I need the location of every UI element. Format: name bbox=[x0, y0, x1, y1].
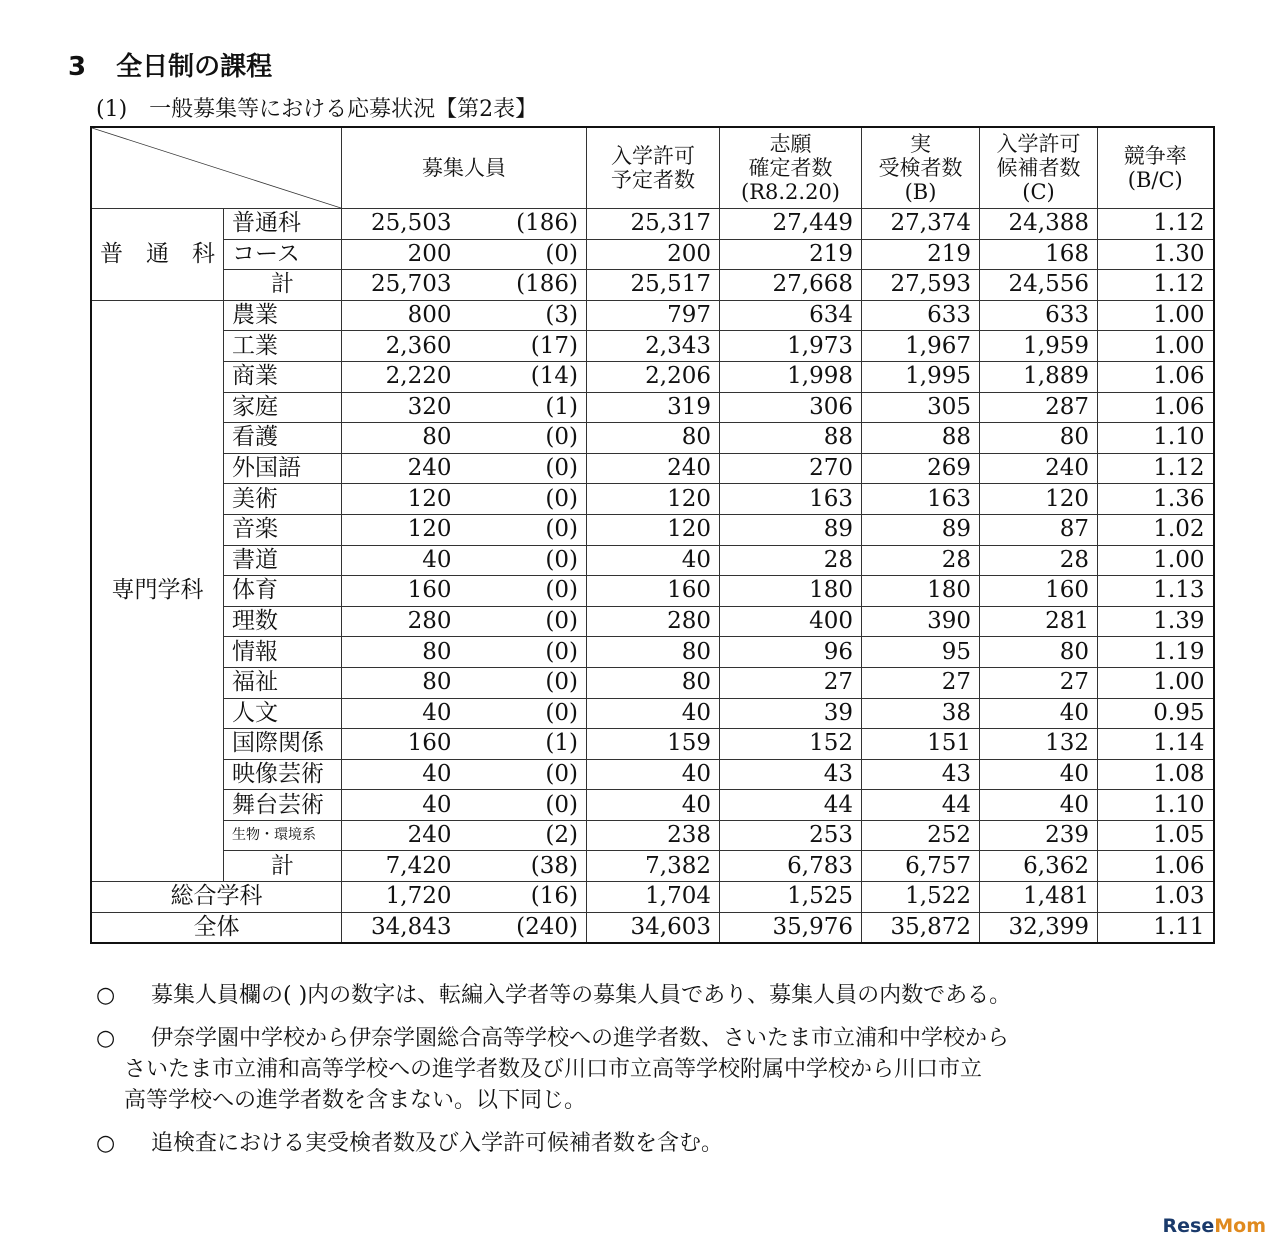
subject-label: 農業 bbox=[224, 300, 342, 331]
ratio-value: 1.13 bbox=[1098, 576, 1214, 607]
recruit-value: 25,503 bbox=[342, 209, 460, 240]
candidates-value: 6,362 bbox=[980, 851, 1098, 882]
applicants-value: 253 bbox=[720, 820, 862, 851]
transfer-recruit-value: (0) bbox=[460, 514, 587, 545]
recruit-value: 2,360 bbox=[342, 331, 460, 362]
subject-label: 書道 bbox=[224, 545, 342, 576]
recruit-value: 80 bbox=[342, 667, 460, 698]
applicants-value: 180 bbox=[720, 576, 862, 607]
examinees-value: 1,995 bbox=[862, 361, 980, 392]
applicants-value: 88 bbox=[720, 423, 862, 454]
planned-value: 40 bbox=[587, 790, 720, 821]
candidates-value: 239 bbox=[980, 820, 1098, 851]
planned-value: 25,317 bbox=[587, 209, 720, 240]
planned-value: 238 bbox=[587, 820, 720, 851]
applicants-value: 39 bbox=[720, 698, 862, 729]
ratio-value: 1.02 bbox=[1098, 514, 1214, 545]
group-label: 普 通 科 bbox=[91, 209, 224, 301]
examinees-value: 27,593 bbox=[862, 270, 980, 301]
table-row bbox=[91, 637, 1214, 668]
planned-value: 1,704 bbox=[587, 882, 720, 913]
candidates-value: 633 bbox=[980, 300, 1098, 331]
recruit-value: 320 bbox=[342, 392, 460, 423]
planned-value: 2,206 bbox=[587, 361, 720, 392]
notes bbox=[96, 980, 1206, 1171]
table-row bbox=[91, 698, 1214, 729]
transfer-recruit-value: (0) bbox=[460, 239, 587, 270]
examinees-value: 95 bbox=[862, 637, 980, 668]
candidates-value: 24,556 bbox=[980, 270, 1098, 301]
subject-label: 音楽 bbox=[224, 514, 342, 545]
applicants-value: 1,973 bbox=[720, 331, 862, 362]
planned-value: 80 bbox=[587, 667, 720, 698]
candidates-value: 120 bbox=[980, 484, 1098, 515]
ratio-value: 1.03 bbox=[1098, 882, 1214, 913]
ratio-value: 1.36 bbox=[1098, 484, 1214, 515]
ratio-value: 1.00 bbox=[1098, 300, 1214, 331]
ratio-value: 1.14 bbox=[1098, 729, 1214, 760]
examinees-value: 27 bbox=[862, 667, 980, 698]
header-ratio: 競争率 (B/C) bbox=[1098, 127, 1214, 209]
applicants-value: 27,449 bbox=[720, 209, 862, 240]
applicants-value: 27 bbox=[720, 667, 862, 698]
subject-label: 普通科 bbox=[224, 209, 342, 240]
table-row bbox=[91, 790, 1214, 821]
applicants-value: 43 bbox=[720, 759, 862, 790]
header-candidates: 入学許可 候補者数 (C) bbox=[980, 127, 1098, 209]
subject-label: 体育 bbox=[224, 576, 342, 607]
table-row bbox=[91, 576, 1214, 607]
examinees-value: 28 bbox=[862, 545, 980, 576]
candidates-value: 80 bbox=[980, 423, 1098, 454]
recruit-value: 240 bbox=[342, 820, 460, 851]
transfer-recruit-value: (17) bbox=[460, 331, 587, 362]
recruit-value: 120 bbox=[342, 514, 460, 545]
candidates-value: 240 bbox=[980, 453, 1098, 484]
table-row bbox=[91, 851, 1214, 882]
transfer-recruit-value: (240) bbox=[460, 912, 587, 943]
table-row bbox=[91, 209, 1214, 240]
examinees-value: 163 bbox=[862, 484, 980, 515]
transfer-recruit-value: (186) bbox=[460, 270, 587, 301]
subsection-heading: (1) 一般募集等における応募状況【第2表】 bbox=[96, 97, 538, 122]
table-row bbox=[91, 667, 1214, 698]
ratio-value: 1.12 bbox=[1098, 209, 1214, 240]
subject-label: 国際関係 bbox=[224, 729, 342, 760]
transfer-recruit-value: (16) bbox=[460, 882, 587, 913]
table-row bbox=[91, 270, 1214, 301]
candidates-value: 27 bbox=[980, 667, 1098, 698]
planned-value: 25,517 bbox=[587, 270, 720, 301]
recruit-value: 280 bbox=[342, 606, 460, 637]
header-planned: 入学許可 予定者数 bbox=[587, 127, 720, 209]
header-row bbox=[91, 127, 1214, 209]
ratio-value: 1.10 bbox=[1098, 790, 1214, 821]
ratio-value: 1.12 bbox=[1098, 270, 1214, 301]
table-row bbox=[91, 729, 1214, 760]
ratio-value: 1.30 bbox=[1098, 239, 1214, 270]
subject-label: 看護 bbox=[224, 423, 342, 454]
applicants-value: 96 bbox=[720, 637, 862, 668]
note-item: ○ 追検査における実受検者数及び入学許可候補者数を含む。 bbox=[96, 1131, 724, 1156]
applicants-value: 28 bbox=[720, 545, 862, 576]
transfer-recruit-value: (0) bbox=[460, 453, 587, 484]
recruit-value: 34,843 bbox=[342, 912, 460, 943]
candidates-value: 160 bbox=[980, 576, 1098, 607]
applicants-value: 44 bbox=[720, 790, 862, 821]
recruit-value: 200 bbox=[342, 239, 460, 270]
examinees-value: 390 bbox=[862, 606, 980, 637]
candidates-value: 80 bbox=[980, 637, 1098, 668]
transfer-recruit-value: (1) bbox=[460, 729, 587, 760]
ratio-value: 1.06 bbox=[1098, 361, 1214, 392]
recruit-value: 40 bbox=[342, 790, 460, 821]
applicants-value: 1,998 bbox=[720, 361, 862, 392]
recruit-value: 1,720 bbox=[342, 882, 460, 913]
candidates-value: 87 bbox=[980, 514, 1098, 545]
examinees-value: 180 bbox=[862, 576, 980, 607]
table-row bbox=[91, 606, 1214, 637]
table-row bbox=[91, 820, 1214, 851]
transfer-recruit-value: (0) bbox=[460, 606, 587, 637]
ratio-value: 1.00 bbox=[1098, 545, 1214, 576]
planned-value: 120 bbox=[587, 484, 720, 515]
ratio-value: 1.10 bbox=[1098, 423, 1214, 454]
candidates-value: 168 bbox=[980, 239, 1098, 270]
total-label: 総合学科 bbox=[91, 882, 342, 913]
examinees-value: 252 bbox=[862, 820, 980, 851]
examinees-value: 1,967 bbox=[862, 331, 980, 362]
header-applicants: 志願 確定者数 (R8.2.20) bbox=[720, 127, 862, 209]
planned-value: 319 bbox=[587, 392, 720, 423]
recruit-value: 2,220 bbox=[342, 361, 460, 392]
recruit-value: 40 bbox=[342, 545, 460, 576]
candidates-value: 40 bbox=[980, 790, 1098, 821]
transfer-recruit-value: (0) bbox=[460, 484, 587, 515]
transfer-recruit-value: (1) bbox=[460, 392, 587, 423]
transfer-recruit-value: (14) bbox=[460, 361, 587, 392]
examinees-value: 633 bbox=[862, 300, 980, 331]
planned-value: 797 bbox=[587, 300, 720, 331]
examinees-value: 43 bbox=[862, 759, 980, 790]
total-row bbox=[91, 882, 1214, 913]
subject-label: 美術 bbox=[224, 484, 342, 515]
applicants-value: 400 bbox=[720, 606, 862, 637]
subject-label: 計 bbox=[224, 270, 342, 301]
transfer-recruit-value: (0) bbox=[460, 545, 587, 576]
candidates-value: 40 bbox=[980, 759, 1098, 790]
application-status-table bbox=[90, 126, 1215, 944]
subject-label: 理数 bbox=[224, 606, 342, 637]
candidates-value: 1,481 bbox=[980, 882, 1098, 913]
total-row bbox=[91, 912, 1214, 943]
subject-label: 福祉 bbox=[224, 667, 342, 698]
ratio-value: 1.19 bbox=[1098, 637, 1214, 668]
table-row bbox=[91, 423, 1214, 454]
transfer-recruit-value: (0) bbox=[460, 698, 587, 729]
table-row bbox=[91, 331, 1214, 362]
ratio-value: 1.06 bbox=[1098, 851, 1214, 882]
examinees-value: 44 bbox=[862, 790, 980, 821]
transfer-recruit-value: (0) bbox=[460, 576, 587, 607]
transfer-recruit-value: (0) bbox=[460, 423, 587, 454]
planned-value: 80 bbox=[587, 637, 720, 668]
table-row bbox=[91, 545, 1214, 576]
subject-label: 商業 bbox=[224, 361, 342, 392]
candidates-value: 287 bbox=[980, 392, 1098, 423]
subject-label: 外国語 bbox=[224, 453, 342, 484]
subject-label: 映像芸術 bbox=[224, 759, 342, 790]
planned-value: 280 bbox=[587, 606, 720, 637]
subject-label: 生物・環境系 bbox=[224, 820, 342, 851]
candidates-value: 132 bbox=[980, 729, 1098, 760]
candidates-value: 32,399 bbox=[980, 912, 1098, 943]
subject-label: 工業 bbox=[224, 331, 342, 362]
group-label: 専門学科 bbox=[91, 300, 224, 881]
ratio-value: 1.08 bbox=[1098, 759, 1214, 790]
diagonal-corner-cell bbox=[91, 127, 342, 209]
examinees-value: 38 bbox=[862, 698, 980, 729]
note-item: ○ 伊奈学園中学校から伊奈学園総合高等学校への進学者数、さいたま市立浦和中学校から さいたま市立浦和高等学校への進学者数及び川口市立高等学校附属中学校から川口市立 高等学校への進学者数を含まない。以下同じ。 bbox=[96, 1026, 1010, 1113]
recruit-value: 80 bbox=[342, 423, 460, 454]
examinees-value: 35,872 bbox=[862, 912, 980, 943]
examinees-value: 27,374 bbox=[862, 209, 980, 240]
examinees-value: 89 bbox=[862, 514, 980, 545]
subject-label: 計 bbox=[224, 851, 342, 882]
examinees-value: 219 bbox=[862, 239, 980, 270]
planned-value: 159 bbox=[587, 729, 720, 760]
planned-value: 120 bbox=[587, 514, 720, 545]
subject-label: 舞台芸術 bbox=[224, 790, 342, 821]
total-label: 全体 bbox=[91, 912, 342, 943]
candidates-value: 28 bbox=[980, 545, 1098, 576]
candidates-value: 24,388 bbox=[980, 209, 1098, 240]
examinees-value: 269 bbox=[862, 453, 980, 484]
table-row bbox=[91, 514, 1214, 545]
planned-value: 200 bbox=[587, 239, 720, 270]
ratio-value: 1.11 bbox=[1098, 912, 1214, 943]
table-body bbox=[91, 209, 1214, 944]
applicants-value: 152 bbox=[720, 729, 862, 760]
planned-value: 34,603 bbox=[587, 912, 720, 943]
recruit-value: 80 bbox=[342, 637, 460, 668]
subject-label: 情報 bbox=[224, 637, 342, 668]
ratio-value: 1.39 bbox=[1098, 606, 1214, 637]
note-item: ○ 募集人員欄の( )内の数字は、転編入学者等の募集人員であり、募集人員の内数である。 bbox=[96, 983, 1012, 1008]
recruit-value: 160 bbox=[342, 729, 460, 760]
recruit-value: 120 bbox=[342, 484, 460, 515]
candidates-value: 281 bbox=[980, 606, 1098, 637]
examinees-value: 88 bbox=[862, 423, 980, 454]
applicants-value: 6,783 bbox=[720, 851, 862, 882]
ratio-value: 1.05 bbox=[1098, 820, 1214, 851]
applicants-value: 306 bbox=[720, 392, 862, 423]
header-examinees: 実 受検者数 (B) bbox=[862, 127, 980, 209]
subject-label: コース bbox=[224, 239, 342, 270]
subject-label: 家庭 bbox=[224, 392, 342, 423]
transfer-recruit-value: (186) bbox=[460, 209, 587, 240]
applicants-value: 270 bbox=[720, 453, 862, 484]
candidates-value: 1,889 bbox=[980, 361, 1098, 392]
transfer-recruit-value: (2) bbox=[460, 820, 587, 851]
candidates-value: 40 bbox=[980, 698, 1098, 729]
planned-value: 240 bbox=[587, 453, 720, 484]
ratio-value: 0.95 bbox=[1098, 698, 1214, 729]
applicants-value: 89 bbox=[720, 514, 862, 545]
ratio-value: 1.06 bbox=[1098, 392, 1214, 423]
examinees-value: 1,522 bbox=[862, 882, 980, 913]
examinees-value: 305 bbox=[862, 392, 980, 423]
transfer-recruit-value: (3) bbox=[460, 300, 587, 331]
transfer-recruit-value: (0) bbox=[460, 667, 587, 698]
transfer-recruit-value: (38) bbox=[460, 851, 587, 882]
applicants-value: 1,525 bbox=[720, 882, 862, 913]
recruit-value: 800 bbox=[342, 300, 460, 331]
subject-label: 人文 bbox=[224, 698, 342, 729]
ratio-value: 1.00 bbox=[1098, 667, 1214, 698]
table-row bbox=[91, 392, 1214, 423]
recruit-value: 160 bbox=[342, 576, 460, 607]
planned-value: 40 bbox=[587, 545, 720, 576]
candidates-value: 1,959 bbox=[980, 331, 1098, 362]
planned-value: 80 bbox=[587, 423, 720, 454]
resemom-logo: ReseMom bbox=[1162, 1215, 1266, 1237]
applicants-value: 35,976 bbox=[720, 912, 862, 943]
header-recruit: 募集人員 bbox=[342, 127, 587, 209]
section-heading: 3 全日制の課程 bbox=[68, 52, 273, 82]
examinees-value: 151 bbox=[862, 729, 980, 760]
applicants-value: 27,668 bbox=[720, 270, 862, 301]
recruit-value: 7,420 bbox=[342, 851, 460, 882]
transfer-recruit-value: (0) bbox=[460, 759, 587, 790]
table-row bbox=[91, 361, 1214, 392]
table-row bbox=[91, 484, 1214, 515]
examinees-value: 6,757 bbox=[862, 851, 980, 882]
table-row bbox=[91, 300, 1214, 331]
transfer-recruit-value: (0) bbox=[460, 637, 587, 668]
ratio-value: 1.00 bbox=[1098, 331, 1214, 362]
planned-value: 160 bbox=[587, 576, 720, 607]
planned-value: 7,382 bbox=[587, 851, 720, 882]
transfer-recruit-value: (0) bbox=[460, 790, 587, 821]
applicants-value: 219 bbox=[720, 239, 862, 270]
planned-value: 40 bbox=[587, 759, 720, 790]
recruit-value: 40 bbox=[342, 759, 460, 790]
applicants-value: 163 bbox=[720, 484, 862, 515]
planned-value: 2,343 bbox=[587, 331, 720, 362]
applicants-value: 634 bbox=[720, 300, 862, 331]
recruit-value: 25,703 bbox=[342, 270, 460, 301]
recruit-value: 240 bbox=[342, 453, 460, 484]
planned-value: 40 bbox=[587, 698, 720, 729]
table-row bbox=[91, 453, 1214, 484]
ratio-value: 1.12 bbox=[1098, 453, 1214, 484]
recruit-value: 40 bbox=[342, 698, 460, 729]
table-row bbox=[91, 759, 1214, 790]
table-row bbox=[91, 239, 1214, 270]
